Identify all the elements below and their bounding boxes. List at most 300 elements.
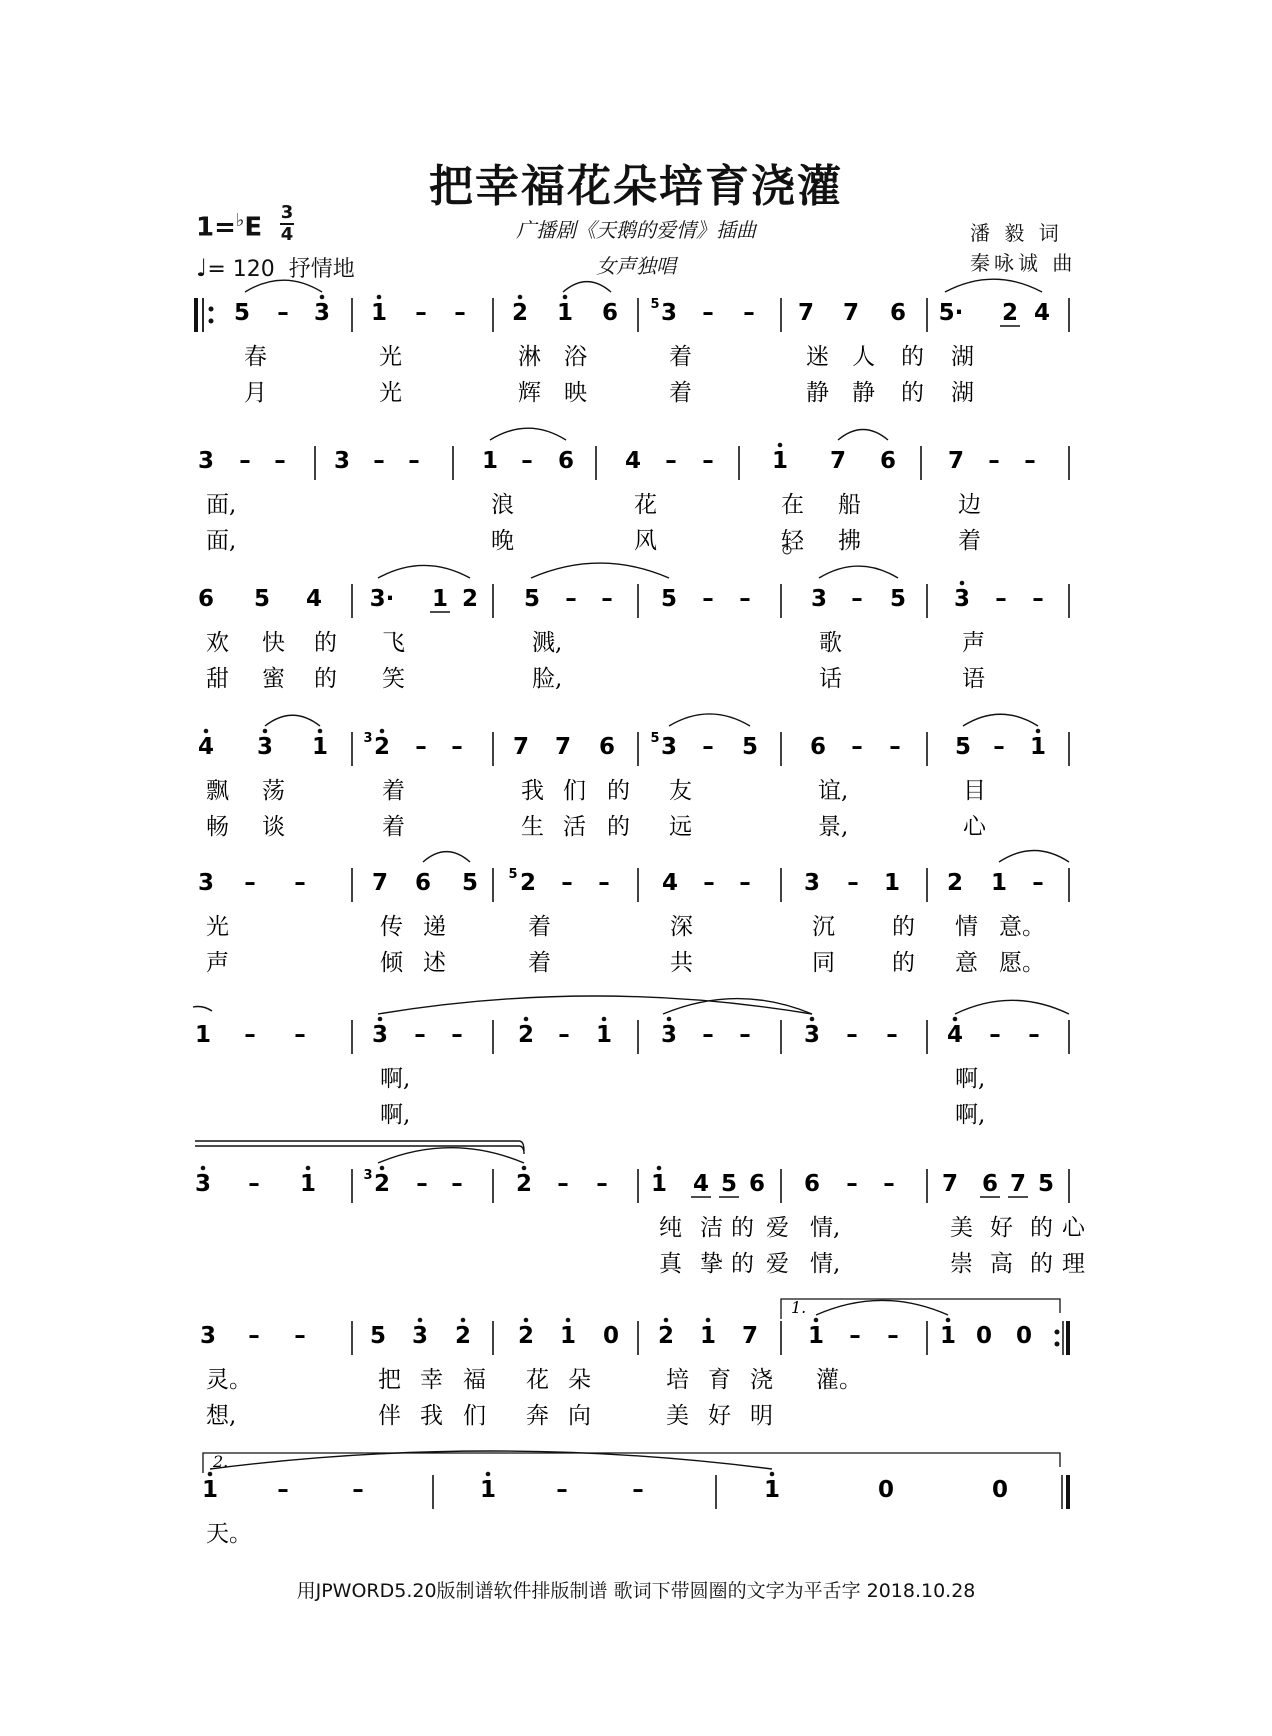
octave-dot-high bbox=[518, 295, 523, 300]
jianpu-note: 2 bbox=[461, 586, 479, 612]
jianpu-note: 2 bbox=[511, 300, 529, 326]
octave-dot-high bbox=[380, 1166, 385, 1171]
jianpu-note: 1 bbox=[481, 448, 499, 474]
jianpu-note: 1 bbox=[431, 586, 449, 612]
dash-sustain: – bbox=[739, 870, 751, 896]
jianpu-note: 3 bbox=[199, 1323, 217, 1349]
jianpu-note: 5 bbox=[889, 586, 907, 612]
jianpu-note: 6 bbox=[748, 1171, 766, 1197]
grace-note: 5 bbox=[650, 731, 660, 746]
jianpu-note: 1 bbox=[763, 1477, 781, 1503]
jianpu-note: 3 bbox=[256, 734, 274, 760]
grace-note: 3 bbox=[363, 731, 373, 746]
lyric-syllable: 理 bbox=[1062, 1251, 1085, 1277]
jianpu-note: 1 bbox=[1029, 734, 1047, 760]
slur bbox=[490, 428, 566, 440]
lyric-syllable: 映 bbox=[564, 380, 587, 406]
lyric-syllable: 啊, bbox=[380, 1066, 411, 1092]
lyric-syllable: 的 bbox=[607, 814, 630, 840]
lyric-syllable: 静 bbox=[806, 380, 829, 406]
dash-sustain: – bbox=[1028, 1022, 1040, 1048]
jianpu-note: 2 bbox=[657, 1323, 675, 1349]
dash-sustain: – bbox=[451, 1022, 463, 1048]
octave-dot-high bbox=[664, 1318, 669, 1323]
jianpu-note: 1 bbox=[559, 1323, 577, 1349]
lyric-syllable: 飘 bbox=[206, 778, 229, 804]
lyric-syllable: 快 bbox=[262, 630, 285, 656]
dash-sustain: – bbox=[851, 734, 863, 760]
lyric-syllable: 我 bbox=[521, 778, 544, 804]
lyric-syllable: 向 bbox=[568, 1403, 591, 1429]
lyric-syllable: 啊, bbox=[380, 1102, 411, 1128]
slur bbox=[563, 282, 611, 292]
octave-dot-high bbox=[667, 1017, 672, 1022]
lyric-syllable: 飞 bbox=[382, 630, 405, 656]
lyric-syllable: 船 bbox=[838, 492, 861, 518]
octave-dot-high bbox=[204, 729, 209, 734]
dash-sustain: – bbox=[988, 448, 1000, 474]
slur bbox=[423, 852, 470, 862]
repeat-dot bbox=[209, 319, 214, 324]
lyric-syllable: 爱 bbox=[766, 1215, 789, 1241]
lyric-syllable: 的 bbox=[892, 914, 915, 940]
lyric-syllable: 友 bbox=[669, 778, 692, 804]
tie-continuation bbox=[193, 1007, 212, 1012]
jianpu-note: 2 bbox=[517, 1022, 535, 1048]
jianpu-note: 1 bbox=[479, 1477, 497, 1503]
jianpu-note: 6 bbox=[414, 870, 432, 896]
octave-dot-high bbox=[418, 1318, 423, 1323]
jianpu-note: 1 bbox=[939, 1323, 957, 1349]
lyric-syllable: 歌 bbox=[819, 630, 842, 656]
dash-sustain: – bbox=[993, 734, 1005, 760]
slur bbox=[210, 1451, 772, 1469]
lyric-syllable: 浴 bbox=[564, 344, 587, 370]
lyric-syllable: 声 bbox=[206, 950, 229, 976]
dash-sustain: – bbox=[846, 1022, 858, 1048]
lyric-syllable: 深 bbox=[670, 914, 693, 940]
dash-sustain: – bbox=[451, 734, 463, 760]
lyric-syllable: 的 bbox=[901, 344, 924, 370]
lyric-syllable: 目 bbox=[963, 778, 986, 804]
lyric-syllable: 溅, bbox=[532, 630, 563, 656]
lyric-syllable: 甜 bbox=[206, 666, 229, 692]
slur bbox=[378, 1148, 524, 1163]
lyric-syllable: 的 bbox=[314, 666, 337, 692]
lyric-syllable: 花 bbox=[526, 1367, 549, 1393]
lyric-syllable: 明 bbox=[750, 1403, 773, 1429]
lyric-syllable: 着 bbox=[669, 344, 692, 370]
lyric-syllable: 湖 bbox=[951, 344, 974, 370]
lyric-syllable: 朵 bbox=[568, 1367, 591, 1393]
lyric-syllable: 沉 bbox=[812, 914, 835, 940]
jianpu-note: 6 bbox=[197, 586, 215, 612]
jianpu-note: 2 bbox=[946, 870, 964, 896]
dash-sustain: – bbox=[373, 448, 385, 474]
octave-dot-high bbox=[380, 729, 385, 734]
jianpu-note: 1 bbox=[807, 1323, 825, 1349]
octave-dot-high bbox=[524, 1318, 529, 1323]
octave-dot-high bbox=[1036, 729, 1041, 734]
lyric-syllable: 美 bbox=[950, 1215, 973, 1241]
lyric-syllable: 话 bbox=[819, 666, 842, 692]
expression-mark: 抒情地 bbox=[288, 257, 355, 282]
slur bbox=[963, 714, 1038, 726]
jianpu-note: 6 bbox=[803, 1171, 821, 1197]
slur bbox=[378, 565, 470, 578]
dash-sustain: – bbox=[558, 1022, 570, 1048]
jianpu-note: 7 bbox=[947, 448, 965, 474]
song-title: 把幸福花朵培育浇灌 bbox=[429, 161, 843, 212]
octave-dot-high bbox=[657, 1166, 662, 1171]
lyric-syllable: 情, bbox=[810, 1215, 841, 1241]
lyric-syllable: 湖 bbox=[951, 380, 974, 406]
dash-sustain: – bbox=[601, 586, 613, 612]
lyric-syllable: 奔 bbox=[526, 1403, 549, 1429]
jianpu-note: 0 bbox=[991, 1477, 1009, 1503]
performance-note: 女声独唱 bbox=[596, 254, 676, 278]
octave-dot-high bbox=[306, 1166, 311, 1171]
repeat-dot bbox=[209, 307, 214, 312]
grace-note: 5 bbox=[650, 297, 660, 312]
octave-dot-high bbox=[770, 1472, 775, 1477]
lyric-syllable: 述 bbox=[423, 950, 446, 976]
lyric-syllable: 意 bbox=[955, 950, 978, 976]
jianpu-note: 2 bbox=[517, 1323, 535, 1349]
lyric-syllable: 淋 bbox=[518, 344, 541, 370]
lyric-syllable: 高 bbox=[990, 1251, 1013, 1277]
jianpu-note: 6 bbox=[889, 300, 907, 326]
flat-sign: ♭ bbox=[235, 210, 245, 231]
octave-dot-high bbox=[706, 1318, 711, 1323]
octave-dot-high bbox=[522, 1166, 527, 1171]
lyric-syllable: 的 bbox=[731, 1251, 754, 1277]
dash-sustain: – bbox=[561, 870, 573, 896]
jianpu-note: 3 bbox=[660, 300, 678, 326]
dash-sustain: – bbox=[415, 300, 427, 326]
jianpu-note: 3 bbox=[411, 1323, 429, 1349]
jianpu-note: 5 bbox=[253, 586, 271, 612]
jianpu-note: 5 bbox=[523, 586, 541, 612]
dash-sustain: – bbox=[239, 448, 251, 474]
dash-sustain: – bbox=[416, 1171, 428, 1197]
tempo-value: = 120 bbox=[207, 257, 275, 282]
lyric-syllable: 同 bbox=[812, 950, 835, 976]
octave-dot-high bbox=[378, 1017, 383, 1022]
jianpu-note: 0 bbox=[602, 1323, 620, 1349]
dash-sustain: – bbox=[703, 870, 715, 896]
lyric-syllable: 幸 bbox=[420, 1367, 443, 1393]
lyric-syllable: 着 bbox=[669, 380, 692, 406]
slur bbox=[955, 1000, 1069, 1014]
dash-sustain: – bbox=[414, 1022, 426, 1048]
dash-sustain: – bbox=[887, 1323, 899, 1349]
dash-sustain: – bbox=[565, 586, 577, 612]
jianpu-note: 4 bbox=[661, 870, 679, 896]
octave-dot-high bbox=[377, 295, 382, 300]
octave-dot-high bbox=[263, 729, 268, 734]
jianpu-note: 6 bbox=[598, 734, 616, 760]
lyric-syllable: 着 bbox=[382, 778, 405, 804]
octave-dot-high bbox=[524, 1017, 529, 1022]
lyric-syllable: 远 bbox=[669, 814, 692, 840]
lyric-syllable: 声 bbox=[962, 630, 985, 656]
octave-dot-high bbox=[566, 1318, 571, 1323]
dash-sustain: – bbox=[995, 586, 1007, 612]
jianpu-note: 6 bbox=[879, 448, 897, 474]
lyric-syllable: 我 bbox=[420, 1403, 443, 1429]
lyric-syllable: 育 bbox=[708, 1367, 731, 1393]
jianpu-note: 2 bbox=[519, 870, 537, 896]
jianpu-note: 4 bbox=[197, 734, 215, 760]
jianpu-note: 1 bbox=[556, 300, 574, 326]
dash-sustain: – bbox=[665, 448, 677, 474]
footer-note: 用JPWORD5.20版制谱软件排版制谱 歌词下带圆圈的文字为平舌字 2018.10.28 bbox=[296, 1580, 976, 1602]
lyric-syllable: 语 bbox=[962, 666, 985, 692]
key-prefix: 1= bbox=[196, 212, 236, 243]
dash-sustain: – bbox=[847, 870, 859, 896]
lyric-syllable: 面, bbox=[206, 492, 237, 518]
slur bbox=[663, 999, 812, 1014]
octave-dot-high bbox=[208, 1472, 213, 1477]
jianpu-note: 2 bbox=[373, 1171, 391, 1197]
jianpu-note: 4 bbox=[305, 586, 323, 612]
jianpu-note: 4 bbox=[624, 448, 642, 474]
lyric-syllable: 想, bbox=[206, 1403, 237, 1429]
jianpu-note: 2 bbox=[373, 734, 391, 760]
lyric-syllable: 拂 bbox=[838, 528, 861, 554]
dash-sustain: – bbox=[702, 586, 714, 612]
jianpu-note: 1 bbox=[699, 1323, 717, 1349]
jianpu-note: 2 bbox=[1001, 300, 1019, 326]
lyric-syllable: 着 bbox=[528, 914, 551, 940]
jianpu-note: 7 bbox=[842, 300, 860, 326]
lyric-syllable: 静 bbox=[852, 380, 875, 406]
dash-sustain: – bbox=[277, 300, 289, 326]
jianpu-note: 7 bbox=[797, 300, 815, 326]
volta-label: 1. bbox=[791, 1298, 807, 1317]
jianpu-note: 3 bbox=[333, 448, 351, 474]
jianpu-note: 1 bbox=[650, 1171, 668, 1197]
lyric-syllable: 意。 bbox=[999, 914, 1045, 940]
jianpu-note: 1 bbox=[201, 1477, 219, 1503]
octave-dot-high bbox=[778, 443, 783, 448]
jianpu-note: 3 bbox=[660, 1022, 678, 1048]
jianpu-note: 3 bbox=[313, 300, 331, 326]
jianpu-note: 7 bbox=[941, 1171, 959, 1197]
octave-dot-high bbox=[486, 1472, 491, 1477]
lyric-syllable: 好 bbox=[990, 1215, 1013, 1241]
lyric-syllable: 景, bbox=[818, 814, 849, 840]
lyric-syllable: 的 bbox=[1030, 1215, 1053, 1241]
lyric-syllable: 爱 bbox=[766, 1251, 789, 1277]
lyric-syllable: 好 bbox=[708, 1403, 731, 1429]
volta-bracket bbox=[781, 1299, 1060, 1319]
dash-sustain: – bbox=[248, 1323, 260, 1349]
jianpu-note: 3 bbox=[660, 734, 678, 760]
lyric-syllable: 谈 bbox=[262, 814, 285, 840]
lyric-syllable: 欢 bbox=[206, 630, 229, 656]
dash-sustain: – bbox=[244, 870, 256, 896]
subtitle: 广播剧《天鹅的爱情》插曲 bbox=[516, 218, 756, 242]
lyric-syllable: 美 bbox=[666, 1403, 689, 1429]
jianpu-note: 1 bbox=[990, 870, 1008, 896]
octave-dot-high bbox=[461, 1318, 466, 1323]
lyric-syllable: 人 bbox=[852, 344, 875, 370]
dash-sustain: – bbox=[294, 1323, 306, 1349]
quarter-note-icon: ♩ bbox=[196, 254, 208, 282]
dash-sustain: – bbox=[294, 870, 306, 896]
jianpu-note: 0 bbox=[877, 1477, 895, 1503]
jianpu-note: 1 bbox=[370, 300, 388, 326]
jianpu-note: 4 bbox=[946, 1022, 964, 1048]
lyric-syllable: 着 bbox=[382, 814, 405, 840]
dash-sustain: – bbox=[557, 1171, 569, 1197]
jianpu-note: 0 bbox=[1015, 1323, 1033, 1349]
octave-dot-high bbox=[946, 1318, 951, 1323]
jianpu-note: 1 bbox=[771, 448, 789, 474]
lyric-syllable: 把 bbox=[378, 1367, 401, 1393]
slur bbox=[999, 851, 1069, 863]
jianpu-note: 7 bbox=[1009, 1171, 1027, 1197]
jianpu-note: 7 bbox=[512, 734, 530, 760]
lyric-syllable: 倾 bbox=[380, 950, 403, 976]
slur bbox=[245, 280, 322, 292]
jianpu-note: 3 bbox=[197, 448, 215, 474]
dash-sustain: – bbox=[596, 1171, 608, 1197]
dash-sustain: – bbox=[408, 448, 420, 474]
lyric-syllable: 们 bbox=[463, 1403, 486, 1429]
dash-sustain: – bbox=[849, 1323, 861, 1349]
lyric-syllable: 月 bbox=[244, 380, 267, 406]
jianpu-note: 6 bbox=[809, 734, 827, 760]
jianpu-note: 5 bbox=[369, 1323, 387, 1349]
dash-sustain: – bbox=[883, 1171, 895, 1197]
jianpu-note: 0 bbox=[975, 1323, 993, 1349]
lyric-syllable: 的 bbox=[314, 630, 337, 656]
jianpu-note: 3 bbox=[371, 1022, 389, 1048]
jianpu-note: 5 bbox=[660, 586, 678, 612]
jianpu-note: 3· bbox=[369, 586, 395, 612]
lyric-syllable: 心 bbox=[1062, 1215, 1085, 1241]
lyric-syllable: 蜜 bbox=[262, 666, 285, 692]
time-numerator: 3 bbox=[280, 202, 294, 223]
lyric-syllable: 灌。 bbox=[816, 1367, 862, 1393]
lyricist-credit: 潘 毅 词 bbox=[970, 221, 1063, 245]
lyric-syllable: 活 bbox=[563, 814, 586, 840]
jianpu-note: 1 bbox=[883, 870, 901, 896]
jianpu-note: 7 bbox=[371, 870, 389, 896]
dash-sustain: – bbox=[702, 1022, 714, 1048]
lyric-syllable: 着 bbox=[958, 528, 981, 554]
time-denominator: 4 bbox=[280, 224, 294, 245]
dash-sustain: – bbox=[415, 734, 427, 760]
dash-sustain: – bbox=[889, 734, 901, 760]
lyric-syllable: 啊, bbox=[955, 1066, 986, 1092]
jianpu-note: 3 bbox=[953, 586, 971, 612]
slur bbox=[945, 279, 1042, 292]
grace-note: 3 bbox=[363, 1168, 373, 1183]
jianpu-note: 3 bbox=[803, 870, 821, 896]
lyric-syllable: 荡 bbox=[262, 778, 285, 804]
dash-sustain: – bbox=[454, 300, 466, 326]
dash-sustain: – bbox=[886, 1022, 898, 1048]
jianpu-note: 5 bbox=[720, 1171, 738, 1197]
dash-sustain: – bbox=[846, 1171, 858, 1197]
dash-sustain: – bbox=[521, 448, 533, 474]
jianpu-note: 1 bbox=[194, 1022, 212, 1048]
composer-credit: 秦咏诚 曲 bbox=[970, 251, 1077, 275]
dash-sustain: – bbox=[248, 1171, 260, 1197]
dash-sustain: – bbox=[277, 1477, 289, 1503]
dash-sustain: – bbox=[702, 734, 714, 760]
lyric-syllable: 啊, bbox=[955, 1102, 986, 1128]
jianpu-note: 7 bbox=[829, 448, 847, 474]
octave-dot-high bbox=[563, 295, 568, 300]
lyric-syllable: 天。 bbox=[206, 1521, 252, 1547]
lyric-syllable: 在 bbox=[781, 492, 804, 518]
lyric-syllable: 纯 bbox=[659, 1215, 682, 1241]
jianpu-note: 6 bbox=[981, 1171, 999, 1197]
grace-note: 5 bbox=[508, 867, 518, 882]
dash-sustain: – bbox=[702, 448, 714, 474]
jianpu-note: 1 bbox=[595, 1022, 613, 1048]
lyric-syllable: 浇 bbox=[750, 1367, 773, 1393]
volta-label: 2. bbox=[213, 1452, 229, 1471]
jianpu-note: 6 bbox=[601, 300, 619, 326]
lyric-syllable: 的 bbox=[731, 1215, 754, 1241]
lyric-syllable: 边 bbox=[958, 492, 981, 518]
lyric-syllable: 风 bbox=[634, 528, 657, 554]
dash-sustain: – bbox=[451, 1171, 463, 1197]
slur bbox=[819, 566, 898, 578]
slur bbox=[838, 430, 888, 441]
lyric-syllable: 轻 bbox=[781, 528, 804, 554]
repeat-dot bbox=[1055, 1330, 1060, 1335]
lyric-syllable: 的 bbox=[1030, 1251, 1053, 1277]
dash-sustain: – bbox=[352, 1477, 364, 1503]
octave-dot-high bbox=[953, 1017, 958, 1022]
lyric-syllable: 光 bbox=[379, 344, 402, 370]
jianpu-note: 3 bbox=[194, 1171, 212, 1197]
octave-dot-high bbox=[201, 1166, 206, 1171]
dash-sustain: – bbox=[702, 300, 714, 326]
lyric-syllable: 们 bbox=[563, 778, 586, 804]
jianpu-note: 2 bbox=[515, 1171, 533, 1197]
lyric-syllable: 情 bbox=[955, 914, 978, 940]
octave-dot-high bbox=[814, 1318, 819, 1323]
lyric-syllable: 挚 bbox=[700, 1251, 723, 1277]
jianpu-note: 5 bbox=[233, 300, 251, 326]
octave-dot-high bbox=[320, 295, 325, 300]
lyric-syllable: 春 bbox=[244, 344, 267, 370]
dash-sustain: – bbox=[632, 1477, 644, 1503]
lyric-syllable: 光 bbox=[206, 914, 229, 940]
jianpu-note: 7 bbox=[554, 734, 572, 760]
lyric-syllable: 传 bbox=[380, 914, 403, 940]
dash-sustain: – bbox=[989, 1022, 1001, 1048]
lyric-syllable: 共 bbox=[670, 950, 693, 976]
lyric-syllable: 洁 bbox=[700, 1215, 723, 1241]
slur bbox=[669, 714, 750, 726]
lyric-syllable: 真 bbox=[659, 1251, 682, 1277]
jianpu-note: 3 bbox=[810, 586, 828, 612]
jianpu-note: 5 bbox=[1037, 1171, 1055, 1197]
lyric-syllable: 辉 bbox=[518, 380, 541, 406]
lyric-syllable: 生 bbox=[521, 814, 544, 840]
slur bbox=[265, 715, 320, 726]
lyric-syllable: 递 bbox=[423, 914, 446, 940]
